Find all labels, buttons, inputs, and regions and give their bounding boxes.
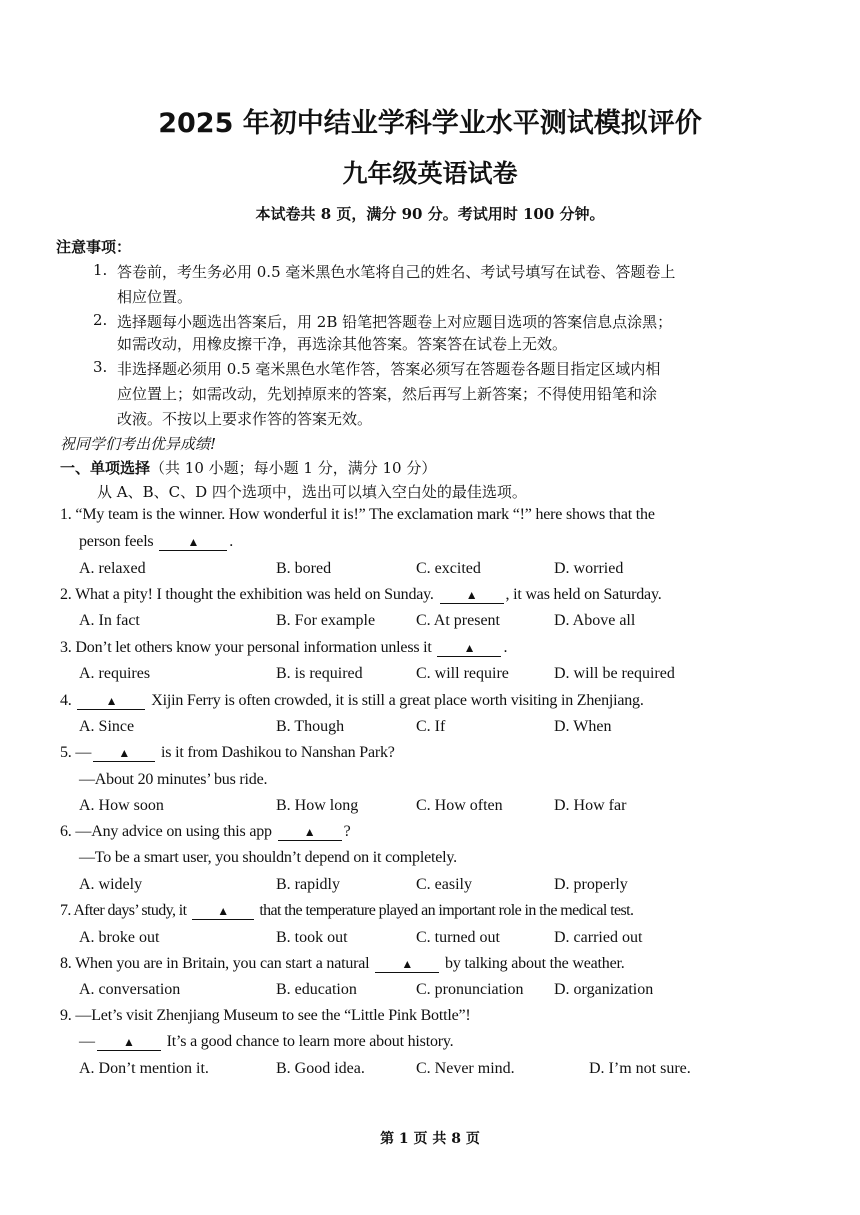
question-stem: “My team is the winner. How wonderful it is!” The exclamation mark “!” here shows that the	[75, 506, 655, 523]
question-number: 3.	[60, 639, 72, 656]
question-3	[60, 639, 507, 657]
question-number: 4.	[60, 692, 72, 709]
question-5	[60, 744, 395, 762]
option-d: D. carried out	[554, 929, 643, 946]
question-stem: After days’ study, it	[73, 902, 187, 919]
question-stem: —	[75, 744, 92, 761]
question-stem: It’s a good chance to learn more about history.	[166, 1033, 454, 1050]
question-number: 8.	[60, 955, 72, 972]
option-a: A. widely	[79, 876, 143, 893]
notice-item-3-line1: 非选择题必须用 0.5 毫米黑色水笔作答，答案必须写在答题卷各题目指定区域内相	[117, 360, 661, 378]
exam-title: 2025 年初中结业学科学业水平测试模拟评价	[158, 108, 702, 139]
notice-item-1-num: 1.	[93, 261, 108, 279]
option-b: B. rapidly	[276, 876, 340, 893]
question-stem: .	[503, 639, 508, 656]
question-number: 7.	[60, 902, 71, 919]
option-a: A. How soon	[79, 797, 164, 814]
question-number: 6.	[60, 823, 72, 840]
notice-item-2-line1: 选择题每小题选出答案后，用 2B 铅笔把答题卷上对应题目选项的答案信息点涂黑；	[117, 313, 673, 331]
triangle-icon: ▲	[187, 535, 200, 549]
option-c: C. Never mind.	[416, 1060, 515, 1077]
answer-blank	[192, 903, 254, 920]
section-1-instruction: 从 A、B、C、D 四个选项中，选出可以填入空白处的最佳选项。	[97, 483, 527, 501]
option-a: A. conversation	[79, 981, 181, 998]
section-1-name: 一、单项选择	[60, 459, 151, 477]
question-stem: Don’t let others know your personal information unless it	[75, 639, 432, 656]
option-a: A. Don’t mention it.	[79, 1060, 209, 1077]
option-b: B. is required	[276, 665, 363, 682]
option-c: C. pronunciation	[416, 981, 524, 998]
page-number: 第 1 页 共 8 页	[380, 1131, 480, 1147]
exam-info: 本试卷共 8 页，满分 90 分。考试用时 100 分钟。	[255, 205, 605, 223]
question-number: 2.	[60, 586, 72, 603]
option-d: D. Above all	[554, 612, 636, 629]
answer-blank	[77, 693, 145, 710]
option-d: D. How far	[554, 797, 627, 814]
question-7	[60, 902, 633, 920]
option-c: C. If	[416, 718, 446, 735]
section-1-title	[60, 457, 436, 478]
option-b: B. took out	[276, 929, 348, 946]
question-2	[60, 586, 662, 604]
question-stem: ?	[343, 823, 351, 840]
option-d: D. properly	[554, 876, 628, 893]
notice-item-3-line2: 应位置上；如需改动，先划掉原来的答案，然后再写上新答案；不得使用铅笔和涂	[117, 385, 658, 403]
wish-text: 祝同学们考出优异成绩!	[60, 435, 217, 453]
option-b: B. For example	[276, 612, 376, 629]
notice-item-1-line1: 答卷前，考生务必用 0.5 毫米黑色水笔将自己的姓名、考试号填写在试卷、答题卷上	[117, 263, 676, 281]
triangle-icon: ▲	[217, 904, 229, 918]
question-8	[60, 955, 625, 973]
option-a: A. broke out	[79, 929, 160, 946]
option-a: A. relaxed	[79, 560, 146, 577]
answer-blank	[159, 534, 227, 551]
notice-item-1-line2: 相应位置。	[117, 288, 193, 306]
notice-item-3-num: 3.	[93, 358, 108, 376]
option-a: A. requires	[79, 665, 151, 682]
question-number: 9.	[60, 1007, 72, 1024]
option-d: D. When	[554, 718, 612, 735]
question-stem: by talking about the weather.	[445, 955, 625, 972]
answer-blank	[278, 824, 342, 841]
question-stem: .	[229, 533, 234, 550]
question-stem: —Any advice on using this app	[75, 823, 272, 840]
question-stem: When you are in Britain, you can start a natural	[75, 955, 370, 972]
question-stem: What a pity! I thought the exhibition was held on Sunday.	[75, 586, 434, 603]
triangle-icon: ▲	[118, 746, 131, 760]
notice-heading: 注意事项：	[56, 238, 132, 256]
option-c: C. easily	[416, 876, 472, 893]
option-c: C. excited	[416, 560, 481, 577]
question-stem: , it was held on Saturday.	[505, 586, 662, 603]
question-6-reply: —To be a smart user, you shouldn’t depend on it completely.	[79, 849, 457, 866]
option-b: B. bored	[276, 560, 332, 577]
notice-item-3-line3: 改液。不按以上要求作答的答案无效。	[117, 410, 373, 428]
question-stem: is it from Dashikou to Nanshan Park?	[161, 744, 395, 761]
triangle-icon: ▲	[303, 825, 316, 839]
question-number: 5.	[60, 744, 72, 761]
question-number: 1.	[60, 506, 72, 523]
question-9-line2	[79, 1033, 453, 1051]
answer-blank	[375, 956, 439, 973]
option-b: B. How long	[276, 797, 359, 814]
triangle-icon: ▲	[465, 588, 478, 602]
option-b: B. Good idea.	[276, 1060, 365, 1077]
answer-blank	[93, 745, 155, 762]
option-b: B. education	[276, 981, 357, 998]
option-c: C. turned out	[416, 929, 500, 946]
option-b: B. Though	[276, 718, 345, 735]
section-1-scoring: （共 10 小题；每小题 1 分，满分 10 分）	[150, 459, 437, 477]
question-stem: person feels	[79, 533, 154, 550]
question-5-reply: —About 20 minutes’ bus ride.	[79, 771, 268, 788]
question-6	[60, 823, 351, 841]
question-4	[60, 692, 644, 710]
option-c: C. How often	[416, 797, 503, 814]
question-stem: —	[79, 1033, 95, 1050]
question-9	[60, 1007, 471, 1025]
option-c: C. At present	[416, 612, 500, 629]
option-d: D. organization	[554, 981, 654, 998]
question-stem: Xijin Ferry is often crowded, it is still a great place worth visiting in Zhenjiang.	[151, 692, 644, 709]
option-d: D. will be required	[554, 665, 675, 682]
question-1-line2	[79, 533, 233, 551]
notice-item-2-num: 2.	[93, 311, 108, 329]
notice-item-2-line2: 如需改动，用橡皮擦干净，再选涂其他答案。答案答在试卷上无效。	[117, 335, 568, 353]
triangle-icon: ▲	[105, 694, 118, 708]
answer-blank	[440, 587, 504, 604]
question-stem: that the temperature played an important role in the medical test.	[259, 902, 634, 919]
option-a: A. In fact	[79, 612, 140, 629]
option-c: C. will require	[416, 665, 509, 682]
option-a: A. Since	[79, 718, 135, 735]
triangle-icon: ▲	[463, 641, 476, 655]
exam-subtitle: 九年级英语试卷	[342, 159, 518, 188]
answer-blank	[437, 640, 501, 657]
option-d: D. worried	[554, 560, 624, 577]
question-stem: —Let’s visit Zhenjiang Museum to see the “Little Pink Bottle”!	[75, 1007, 471, 1024]
triangle-icon: ▲	[401, 957, 414, 971]
answer-blank	[97, 1034, 161, 1051]
option-d: D. I’m not sure.	[589, 1060, 691, 1077]
triangle-icon: ▲	[122, 1035, 135, 1049]
question-1	[60, 506, 655, 524]
